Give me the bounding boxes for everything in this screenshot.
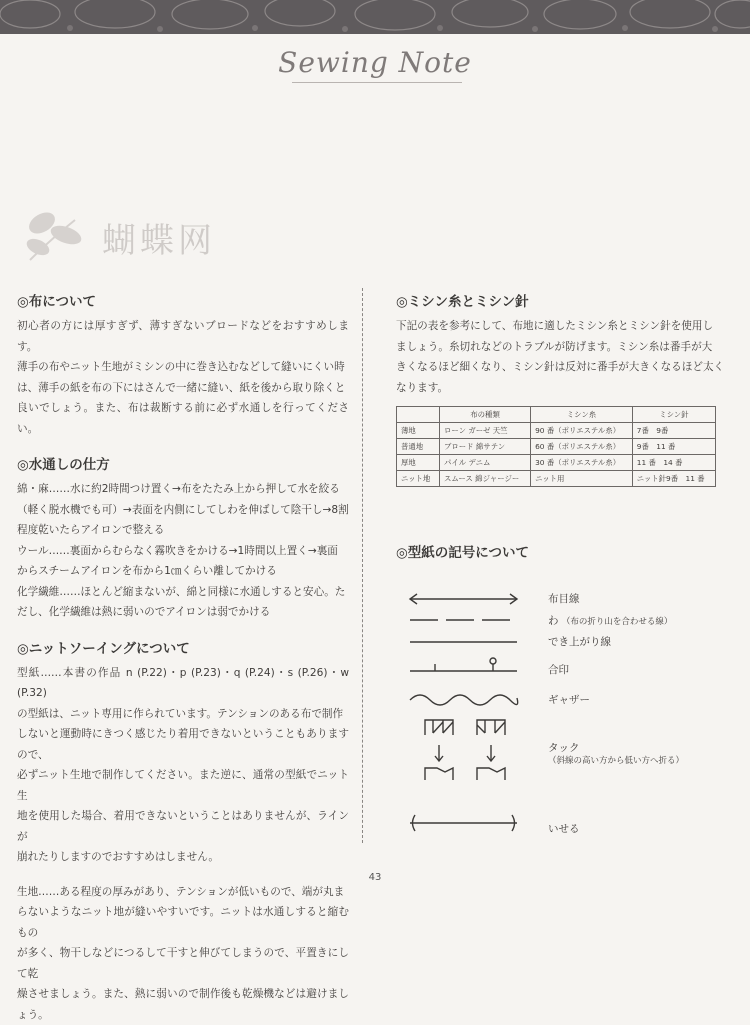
- table-header: ミシン針: [632, 407, 715, 423]
- table-cell: ニット針9番 11 番: [632, 471, 715, 487]
- washing-line: だし、化学繊維は熱に弱いのでアイロンは弱でかける: [17, 606, 271, 618]
- table-cell: 11 番 14 番: [632, 455, 715, 471]
- gather-label: ギャザー: [548, 694, 590, 706]
- ease-icon: [410, 815, 517, 831]
- knit-line: 型紙……本書の作品 n (P.22)・p (P.23)・q (P.24)・s (P.26)・w (P.32): [17, 666, 349, 699]
- thread-line: きくなるほど細くなり、ミシン針は反対に番手が大きくなるほど太く: [396, 361, 725, 373]
- fold-label: わ: [548, 615, 559, 627]
- title-underline: [292, 82, 462, 83]
- knit-line: 崩れたりしますのでおすすめはしません。: [17, 851, 220, 863]
- knit-fabric-line: 生地……ある程度の厚みがあり、テンションが低いもので、端が丸ま: [17, 885, 345, 898]
- knit-fabric-line: 燥させましょう。また、熱に弱いので制作後も乾燥機などは避けましょう。: [17, 988, 349, 1021]
- left-column: [17, 290, 349, 1025]
- table-header: ミシン糸: [531, 407, 633, 423]
- pattern-symbols-drawing: [405, 585, 535, 845]
- thread-line: なります。: [396, 381, 449, 394]
- washing-line: からスチームアイロンを布から1㎝くらい離してかける: [17, 565, 277, 577]
- table-cell: 30 番（ポリエステル糸）: [531, 455, 633, 471]
- fold-label-group: [548, 613, 672, 628]
- table-cell: ブロード 綿サテン: [440, 439, 531, 455]
- knit-fabric-line: が多く、物干しなどにつるして干すと伸びてしまうので、平置きにして乾: [17, 947, 349, 980]
- table-cell: ニット地: [397, 471, 440, 487]
- knit-heading: ◎ニットソーイングについて: [17, 640, 190, 657]
- fabric-heading: ◎布について: [17, 294, 97, 310]
- table-cell: 9番 11 番: [632, 439, 715, 455]
- fabric-line: は、薄手の紙を布の下にはさんで一緒に縫い、紙を後から取り除くと: [17, 381, 346, 394]
- gather-icon: [410, 695, 518, 705]
- table-cell: スムース 綿ジャージー: [440, 471, 531, 487]
- thread-needle-table: [396, 406, 716, 487]
- page-number: 43: [368, 872, 382, 883]
- thread-line: ましょう。糸切れなどのトラブルが防げます。ミシン糸は番手が大: [396, 340, 713, 353]
- pattern-symbols-heading: ◎型紙の記号について: [396, 545, 530, 561]
- finish-label: でき上がり線: [548, 636, 611, 648]
- washing-heading: ◎水通しの仕方: [17, 457, 110, 473]
- fold-sub-label: （布の折り山を合わせる線）: [561, 617, 673, 627]
- table-cell: ニット用: [531, 471, 633, 487]
- watermark-text: 蝴蝶网: [102, 221, 216, 261]
- washing-line: 化学繊維……ほとんど縮まないが、綿と同様に水通しすると安心。た: [17, 585, 346, 598]
- washing-line: 綿・麻……水に約2時間つけ置く→布をたたみ上から押して水を絞る: [17, 483, 340, 495]
- table-row: [397, 439, 716, 455]
- table-row: [397, 423, 716, 439]
- table-row: [397, 455, 716, 471]
- washing-line: 程度乾いたらアイロンで整える: [17, 524, 165, 536]
- table-cell: ローン ガーゼ 天竺: [440, 423, 531, 439]
- table-cell: パイル デニム: [440, 455, 531, 471]
- table-row: [397, 471, 716, 487]
- grain-line-icon: [410, 594, 517, 604]
- notch-icon: [410, 658, 517, 671]
- top-banner: [0, 0, 750, 34]
- ease-label: いせる: [548, 823, 580, 835]
- table-cell: 90 番（ポリエステル糸）: [531, 423, 633, 439]
- lace-pattern-icon: [0, 0, 750, 34]
- grain-label: 布目線: [548, 593, 580, 605]
- table-cell: 60 番（ポリエステル糸）: [531, 439, 633, 455]
- table-cell: 厚地: [397, 455, 440, 471]
- butterfly-leaf-icon: [20, 205, 90, 265]
- knit-line: しないと運動時にきつく感じたり着用できないということもありますので、: [17, 728, 349, 761]
- table-header: [397, 407, 440, 423]
- knit-line: 地を使用した場合、着用できないということはありませんが、ラインが: [17, 810, 349, 843]
- thread-line: 下記の表を参考にして、布地に適したミシン糸とミシン針を使用し: [396, 320, 714, 332]
- thread-heading: ◎ミシン糸とミシン針: [396, 294, 529, 310]
- table-header: 布の種類: [440, 407, 531, 423]
- tuck-label: タック: [548, 742, 580, 754]
- right-column: [396, 290, 726, 398]
- table-header-row: [397, 407, 716, 423]
- tuck-sub-label: （斜線の高い方から低い方へ折る）: [548, 756, 685, 766]
- tuck-icon: [425, 720, 505, 780]
- fabric-line: 初心者の方には厚すぎず、薄すぎないブロードなどをおすすめします。: [17, 320, 349, 353]
- knit-line: 必ずニット生地で制作してください。また逆に、通常の型紙でニット生: [17, 769, 349, 802]
- knit-fabric-line: らないようなニット地が縫いやすいです。ニットは水通しすると縮むもの: [17, 906, 349, 939]
- notch-label: 合印: [548, 664, 569, 676]
- watermark: [20, 205, 235, 265]
- knit-line: の型紙は、ニット専用に作られています。テンションのある布で制作: [17, 707, 344, 720]
- fabric-line: 薄手の布やニット生地がミシンの中に巻き込むなどして縫いにくい時: [17, 361, 345, 373]
- washing-line: ウール……裏面からむらなく霧吹きをかける→1時間以上置く→裏面: [17, 544, 338, 557]
- table-cell: 普通地: [397, 439, 440, 455]
- table-cell: 薄地: [397, 423, 440, 439]
- column-divider: [362, 288, 363, 843]
- page-title: Sewing Note: [278, 46, 472, 79]
- table-cell: 7番 9番: [632, 423, 715, 439]
- washing-line: （軽く脱水機でも可）→表面を内側にしてしわを伸ばして陰干し→8割: [17, 503, 349, 516]
- fabric-line: 良いでしょう。また、布は裁断する前に必ず水通しを行ってください。: [17, 402, 349, 435]
